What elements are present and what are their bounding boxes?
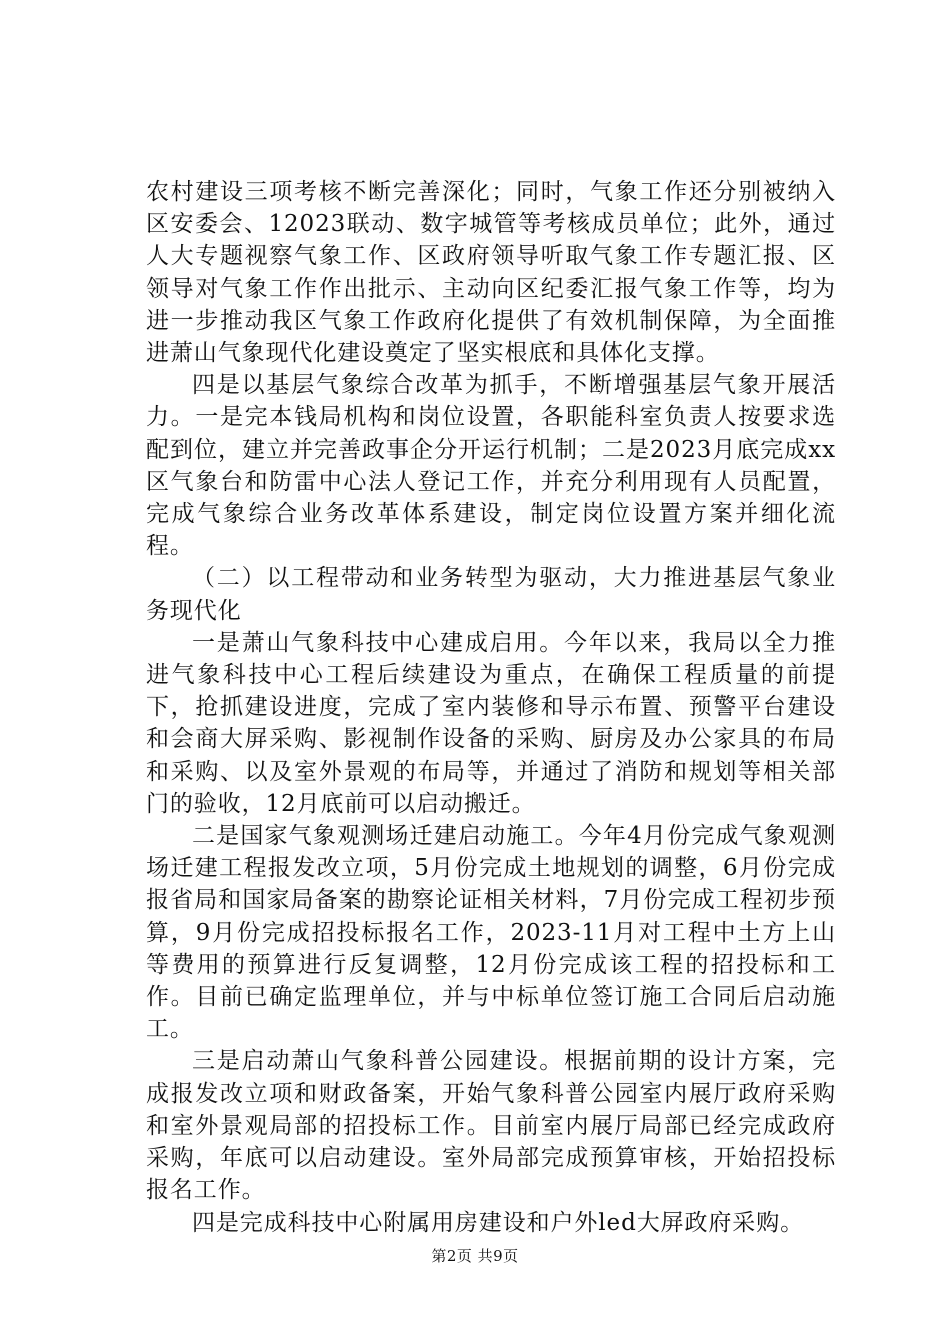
page-number-footer: 第2页 共9页 [431,1247,519,1265]
paragraph-item-four-reform: 四是以基层气象综合改革为抓手，不断增强基层气象开展活力。一是完本钱局机构和岗位设置，各职能科室负责人按要求选配到位，建立并完善政事企分开运行机制；二是2023月底完成xx区气象台和防雷中心法人登记工作，并充分利用现有人员配置，完成气象综合业务改革体系建设，制定岗位设置方案并细化流程。 [146,372,836,560]
paragraph-continuation: 农村建设三项考核不断完善深化；同时，气象工作还分别被纳入区安委会、12023联动、数字城管等考核成员单位；此外，通过人大专题视察气象工作、区政府领导听取气象工作专题汇报、区领导对气象工作作出批示、主动向区纪委汇报气象工作等，均为进一步推动我区气象工作政府化提供了有效机制保障，为全面推进萧山气象现代化建设奠定了坚实根底和具体化支撑。 [146,179,836,367]
paragraph-item-two-observation-field: 二是国家气象观测场迁建启动施工。今年4月份完成气象观测场迁建工程报发改立项，5月份完成土地规划的调整，6月份完成报省局和国家局备案的勘察论证相关材料，7月份完成工程初步预算，9月份完成招投标报名工作，2023-11月对工程中土方上山等费用的预算进行反复调整，12月份完成该工程的招投标和工作。目前已确定监理单位，并与中标单位签订施工合同后启动施工。 [146,823,836,1043]
paragraph-item-four-led-screen: 四是完成科技中心附属用房建设和户外led大屏政府采购。 [192,1209,804,1236]
section-heading-two: （二）以工程带动和业务转型为驱动，大力推进基层气象业务现代化 [146,565,836,624]
paragraph-item-three-science-park: 三是启动萧山气象科普公园建设。根据前期的设计方案，完成报发改立项和财政备案，开始气象科普公园室内展厅政府采购和室外景观局部的招投标工作。目前室内展厅局部已经完成政府采购，年底可以启动建设。室外局部完成预算审核，开始招投标报名工作。 [146,1048,836,1204]
paragraph-item-one-tech-center: 一是萧山气象科技中心建成启用。今年以来，我局以全力推进气象科技中心工程后续建设为重点，在确保工程质量的前提下，抢抓建设进度，完成了室内装修和导示布置、预警平台建设和会商大屏采购、影视制作设备的采购、厨房及办公家具的布局和采购、以及室外景观的布局等，并通过了消防和规划等相关部门的验收，12月底前可以启动搬迁。 [146,629,836,817]
document-body [146,176,836,1239]
